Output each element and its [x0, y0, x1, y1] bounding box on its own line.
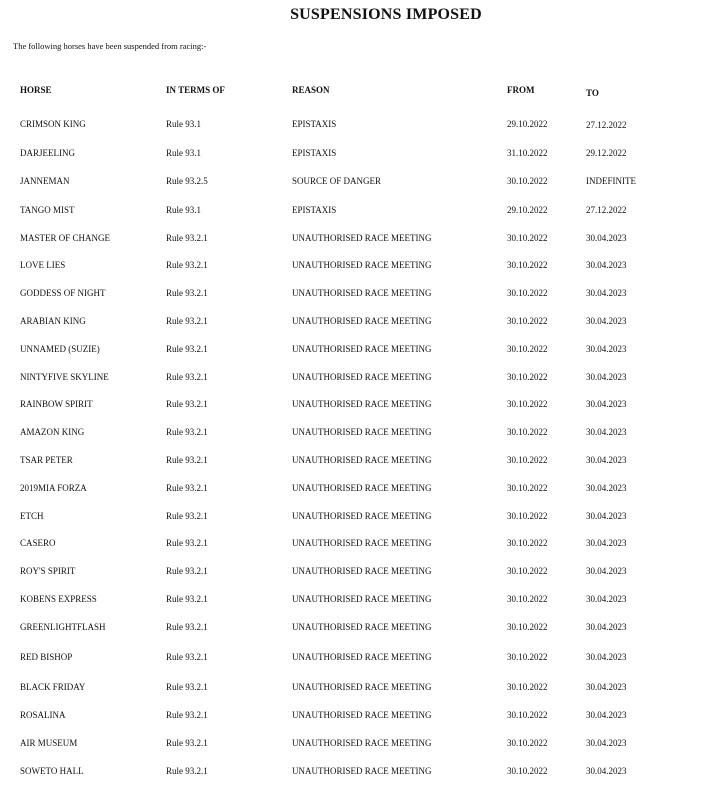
to-date: 30.04.2023	[586, 483, 627, 493]
rule: Rule 93.2.1	[166, 622, 208, 632]
table-row	[0, 594, 705, 608]
from-date: 30.10.2022	[507, 538, 548, 548]
from-date: 30.10.2022	[507, 622, 548, 632]
from-date: 30.10.2022	[507, 566, 548, 576]
from-date: 30.10.2022	[507, 682, 548, 692]
horse-name: ROY'S SPIRIT	[20, 566, 76, 576]
rule: Rule 93.2.1	[166, 766, 208, 776]
horse-name: RAINBOW SPIRIT	[20, 399, 93, 409]
to-date: 30.04.2023	[586, 511, 627, 521]
to-date: 30.04.2023	[586, 399, 627, 409]
to-date: 30.04.2023	[586, 566, 627, 576]
from-date: 29.10.2022	[507, 205, 548, 215]
rule: Rule 93.2.1	[166, 652, 208, 662]
table-row	[0, 260, 705, 274]
from-date: 30.10.2022	[507, 766, 548, 776]
from-date: 29.10.2022	[507, 119, 548, 129]
to-date: 30.04.2023	[586, 622, 627, 632]
table-row	[0, 205, 705, 219]
horse-name: TANGO MIST	[20, 205, 75, 215]
horse-name: JANNEMAN	[20, 176, 70, 186]
rule: Rule 93.2.1	[166, 682, 208, 692]
horse-name: CRIMSON KING	[20, 119, 86, 129]
to-date: 30.04.2023	[586, 427, 627, 437]
rule: Rule 93.2.1	[166, 288, 208, 298]
rule: Rule 93.1	[166, 119, 201, 129]
from-date: 30.10.2022	[507, 511, 548, 521]
reason: UNAUTHORISED RACE MEETING	[292, 372, 432, 382]
table-row	[0, 622, 705, 636]
table-row	[0, 233, 705, 247]
from-date: 30.10.2022	[507, 710, 548, 720]
from-date: 30.10.2022	[507, 483, 548, 493]
from-date: 30.10.2022	[507, 399, 548, 409]
document-title: SUSPENSIONS IMPOSED	[290, 6, 482, 23]
horse-name: AIR MUSEUM	[20, 738, 78, 748]
table-row	[0, 176, 705, 190]
table-row	[0, 511, 705, 525]
from-date: 30.10.2022	[507, 233, 548, 243]
reason: UNAUTHORISED RACE MEETING	[292, 260, 432, 270]
horse-name: ETCH	[20, 511, 44, 521]
rule: Rule 93.1	[166, 205, 201, 215]
rule: Rule 93.2.1	[166, 427, 208, 437]
reason: UNAUTHORISED RACE MEETING	[292, 682, 432, 692]
from-date: 30.10.2022	[507, 455, 548, 465]
horse-name: KOBENS EXPRESS	[20, 594, 97, 604]
from-date: 30.10.2022	[507, 652, 548, 662]
to-date: 30.04.2023	[586, 260, 627, 270]
reason: UNAUTHORISED RACE MEETING	[292, 483, 432, 493]
to-date: 30.04.2023	[586, 233, 627, 243]
to-date: 30.04.2023	[586, 710, 627, 720]
horse-name: ARABIAN KING	[20, 316, 86, 326]
header-horse: HORSE	[20, 85, 52, 95]
from-date: 30.10.2022	[507, 372, 548, 382]
table-row	[0, 119, 705, 133]
rule: Rule 93.2.1	[166, 483, 208, 493]
horse-name: RED BISHOP	[20, 652, 73, 662]
to-date: 29.12.2022	[586, 148, 627, 158]
reason: EPISTAXIS	[292, 119, 337, 129]
reason: UNAUTHORISED RACE MEETING	[292, 288, 432, 298]
rule: Rule 93.2.1	[166, 372, 208, 382]
reason: UNAUTHORISED RACE MEETING	[292, 738, 432, 748]
table-row	[0, 372, 705, 386]
horse-name: NINTYFIVE SKYLINE	[20, 372, 109, 382]
reason: UNAUTHORISED RACE MEETING	[292, 594, 432, 604]
table-row	[0, 455, 705, 469]
header-reason: REASON	[292, 85, 330, 95]
rule: Rule 93.1	[166, 148, 201, 158]
reason: UNAUTHORISED RACE MEETING	[292, 710, 432, 720]
horse-name: ROSALINA	[20, 710, 66, 720]
reason: UNAUTHORISED RACE MEETING	[292, 344, 432, 354]
horse-name: BLACK FRIDAY	[20, 682, 86, 692]
table-row	[0, 766, 705, 780]
table-row	[0, 288, 705, 302]
to-date: 30.04.2023	[586, 455, 627, 465]
table-row	[0, 427, 705, 441]
horse-name: UNNAMED (SUZIE)	[20, 344, 100, 354]
table-row	[0, 738, 705, 752]
from-date: 30.10.2022	[507, 260, 548, 270]
horse-name: GODDESS OF NIGHT	[20, 288, 106, 298]
to-date: 30.04.2023	[586, 344, 627, 354]
to-date: 30.04.2023	[586, 288, 627, 298]
to-date: 27.12.2022	[586, 120, 627, 130]
rule: Rule 93.2.1	[166, 399, 208, 409]
rule: Rule 93.2.1	[166, 316, 208, 326]
to-date: 27.12.2022	[586, 205, 627, 215]
horse-name: GREENLIGHTFLASH	[20, 622, 106, 632]
reason: UNAUTHORISED RACE MEETING	[292, 399, 432, 409]
to-date: 30.04.2023	[586, 538, 627, 548]
header-to: TO	[586, 88, 599, 98]
from-date: 30.10.2022	[507, 288, 548, 298]
table-row	[0, 682, 705, 696]
horse-name: MASTER OF CHANGE	[20, 233, 111, 243]
reason: UNAUTHORISED RACE MEETING	[292, 233, 432, 243]
reason: EPISTAXIS	[292, 148, 337, 158]
from-date: 30.10.2022	[507, 344, 548, 354]
reason: UNAUTHORISED RACE MEETING	[292, 455, 432, 465]
from-date: 30.10.2022	[507, 316, 548, 326]
horse-name: TSAR PETER	[20, 455, 73, 465]
to-date: 30.04.2023	[586, 316, 627, 326]
horse-name: CASERO	[20, 538, 56, 548]
from-date: 30.10.2022	[507, 594, 548, 604]
from-date: 30.10.2022	[507, 176, 548, 186]
to-date: 30.04.2023	[586, 594, 627, 604]
table-row	[0, 344, 705, 358]
reason: UNAUTHORISED RACE MEETING	[292, 538, 432, 548]
to-date: 30.04.2023	[586, 372, 627, 382]
to-date: 30.04.2023	[586, 682, 627, 692]
to-date: 30.04.2023	[586, 738, 627, 748]
horse-name: AMAZON KING	[20, 427, 85, 437]
table-row	[0, 566, 705, 580]
rule: Rule 93.2.1	[166, 738, 208, 748]
reason: UNAUTHORISED RACE MEETING	[292, 766, 432, 776]
reason: UNAUTHORISED RACE MEETING	[292, 316, 432, 326]
reason: SOURCE OF DANGER	[292, 176, 382, 186]
table-row	[0, 652, 705, 666]
rule: Rule 93.2.1	[166, 233, 208, 243]
to-date: 30.04.2023	[586, 766, 627, 776]
rule: Rule 93.2.5	[166, 176, 208, 186]
horse-name: 2019MIA FORZA	[20, 483, 87, 493]
from-date: 30.10.2022	[507, 427, 548, 437]
rule: Rule 93.2.1	[166, 344, 208, 354]
to-date: 30.04.2023	[586, 652, 627, 662]
horse-name: LOVE LIES	[20, 260, 66, 270]
rule: Rule 93.2.1	[166, 566, 208, 576]
rule: Rule 93.2.1	[166, 455, 208, 465]
horse-name: DARJEELING	[20, 148, 75, 158]
header-from: FROM	[507, 85, 535, 95]
table-row	[0, 538, 705, 552]
rule: Rule 93.2.1	[166, 710, 208, 720]
table-row	[0, 483, 705, 497]
table-row	[0, 710, 705, 724]
from-date: 31.10.2022	[507, 148, 548, 158]
intro-text: The following horses have been suspended from racing:-	[13, 41, 207, 51]
header-in-terms-of: IN TERMS OF	[166, 85, 225, 95]
reason: EPISTAXIS	[292, 205, 337, 215]
to-date: INDEFINITE	[586, 176, 636, 186]
table-row	[0, 316, 705, 330]
reason: UNAUTHORISED RACE MEETING	[292, 652, 432, 662]
reason: UNAUTHORISED RACE MEETING	[292, 427, 432, 437]
rule: Rule 93.2.1	[166, 260, 208, 270]
from-date: 30.10.2022	[507, 738, 548, 748]
table-row	[0, 148, 705, 162]
rule: Rule 93.2.1	[166, 594, 208, 604]
horse-name: SOWETO HALL	[20, 766, 84, 776]
rule: Rule 93.2.1	[166, 538, 208, 548]
reason: UNAUTHORISED RACE MEETING	[292, 566, 432, 576]
rule: Rule 93.2.1	[166, 511, 208, 521]
table-row	[0, 399, 705, 413]
reason: UNAUTHORISED RACE MEETING	[292, 511, 432, 521]
reason: UNAUTHORISED RACE MEETING	[292, 622, 432, 632]
